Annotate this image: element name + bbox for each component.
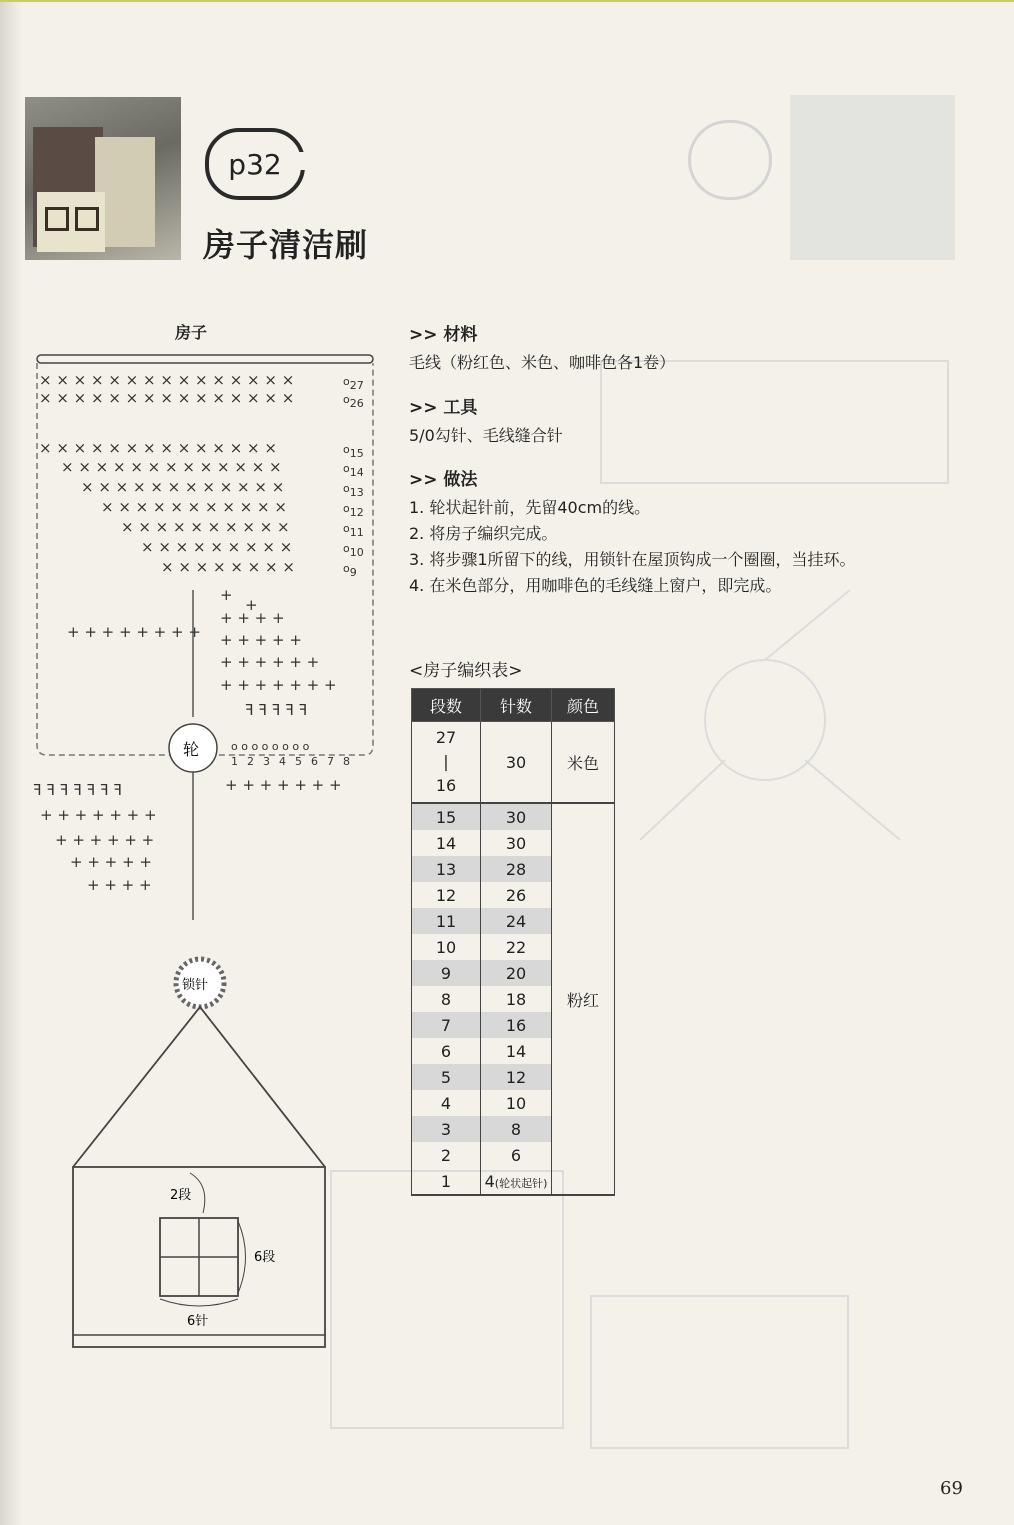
method-heading: >> 做法	[409, 470, 478, 490]
svg-text:+ + + + + + +: + + + + + + +	[225, 776, 342, 794]
chain-loop-label: 锁针	[182, 978, 209, 993]
svg-text:+: +	[220, 586, 233, 604]
color-cell-pink: 粉红	[552, 803, 615, 1195]
svg-text:+ + + + + + +: + + + + + + +	[220, 676, 337, 694]
chart-row-x: × × × × × × × × × × ×	[101, 498, 287, 516]
page-badge: p32	[205, 128, 305, 200]
row-label-26: o26	[343, 393, 364, 410]
row-label-27: o27	[343, 375, 364, 392]
chart-row-x: × × × × × × × × ×	[141, 538, 293, 556]
svg-text:+ + + + + + +: + + + + + + +	[40, 806, 157, 824]
row-label-14: o14	[343, 462, 364, 479]
header-stitches: 针数	[481, 689, 552, 722]
chart-row-x: × × × × × × × × × × × ×	[81, 478, 285, 496]
table-row: 27 | 16	[412, 722, 481, 804]
header-rows: 段数	[412, 689, 481, 722]
row-label-12: o12	[343, 502, 364, 519]
ghost-frame	[600, 360, 949, 484]
svg-text:+ + + + + +: + + + + + +	[55, 831, 155, 849]
chart-row-x: × × × × × × × × × × × × × × ×	[39, 389, 295, 407]
chart-title: 房子	[175, 323, 208, 342]
chain-8: 8	[343, 755, 350, 768]
chart-row-x: × × × × × × × × × × × × × × ×	[39, 371, 295, 389]
svg-text:ꟻ ꟻ ꟻ ꟻ ꟻ: ꟻ ꟻ ꟻ ꟻ ꟻ	[245, 701, 308, 719]
row-label-9: o9	[343, 562, 357, 579]
chain-3: 3	[263, 755, 270, 768]
stitch-cell: 30	[481, 722, 552, 804]
svg-text:+ + + +: + + + +	[220, 609, 285, 627]
row-label-15: o15	[343, 443, 364, 460]
ghost-frame	[590, 1295, 849, 1449]
tools-heading: >> 工具	[409, 398, 478, 418]
chain-2: 2	[247, 755, 254, 768]
ring-label: 轮	[183, 740, 200, 759]
step-1: 1. 轮状起针前，先留40cm的线。	[409, 498, 651, 517]
chart-row-x: × × × × × × × × × × × × ×	[61, 458, 282, 476]
row-label-10: o10	[343, 542, 364, 559]
header-color: 颜色	[552, 689, 615, 722]
top-accent-line	[0, 0, 1014, 2]
svg-text:o o o o o o o o: o o o o o o o o	[231, 740, 310, 753]
knitting-table: 段数 针数 颜色 27 | 16 30 米色 15 30 粉红 14 30 13 28 12 26 11 24 10 22 9 20 8 18 7 16 6 14 5 12 4 10 3 8 2 6 1 4(轮状起针)	[411, 688, 615, 1196]
chart-row-x: × × × × × × × ×	[161, 558, 295, 576]
svg-text:+ + + + + +: + + + + + +	[220, 653, 320, 671]
stitch-label: 6针	[187, 1314, 209, 1329]
chain-4: 4	[279, 755, 286, 768]
page-number: 69	[940, 1478, 963, 1499]
materials-text: 毛线（粉红色、米色、咖啡色各1卷）	[409, 353, 676, 372]
svg-text:+: +	[245, 596, 258, 614]
svg-text:ꟻ ꟻ ꟻ ꟻ ꟻ ꟻ ꟻ: ꟻ ꟻ ꟻ ꟻ ꟻ ꟻ ꟻ	[33, 781, 123, 799]
chain-1: 1	[231, 755, 238, 768]
chain-7: 7	[327, 755, 334, 768]
chain-6: 6	[311, 755, 318, 768]
crochet-chart	[25, 345, 390, 920]
table-caption: <房子编织表>	[409, 661, 523, 681]
ghost-frame	[330, 1170, 564, 1429]
rows-label: 2段	[170, 1188, 192, 1203]
page-title: 房子清洁刷	[203, 226, 369, 264]
svg-text:+ + + + +: + + + + +	[220, 631, 302, 649]
chart-row-x: × × × × × × × × × × × × × ×	[39, 439, 277, 457]
chain-5: 5	[295, 755, 302, 768]
ghost-photo	[790, 95, 955, 260]
height-label: 6段	[254, 1250, 276, 1265]
row-label-13: o13	[343, 482, 364, 499]
step-2: 2. 将房子编织完成。	[409, 524, 558, 543]
step-4: 4. 在米色部分，用咖啡色的毛线缝上窗户，即完成。	[409, 576, 782, 595]
materials-heading: >> 材料	[409, 325, 478, 345]
page-gutter	[0, 0, 22, 1525]
photo-house-front	[37, 192, 105, 252]
svg-text:+ + + + + + + +: + + + + + + + +	[67, 623, 201, 641]
svg-text:+ + + +: + + + +	[87, 876, 152, 894]
house-diagram	[65, 945, 335, 1355]
color-cell-beige: 米色	[552, 722, 615, 804]
ghost-sketch	[600, 580, 930, 850]
svg-text:+ + + + +: + + + + +	[70, 853, 152, 871]
tools-text: 5/0勾针、毛线缝合针	[409, 426, 563, 445]
product-photo	[25, 97, 181, 260]
chart-row-x: × × × × × × × × × ×	[121, 518, 290, 536]
step-3: 3. 将步骤1所留下的线，用锁针在屋顶钩成一个圈圈，当挂环。	[409, 550, 856, 569]
row-label-11: o11	[343, 522, 364, 539]
ghost-badge	[688, 120, 772, 200]
